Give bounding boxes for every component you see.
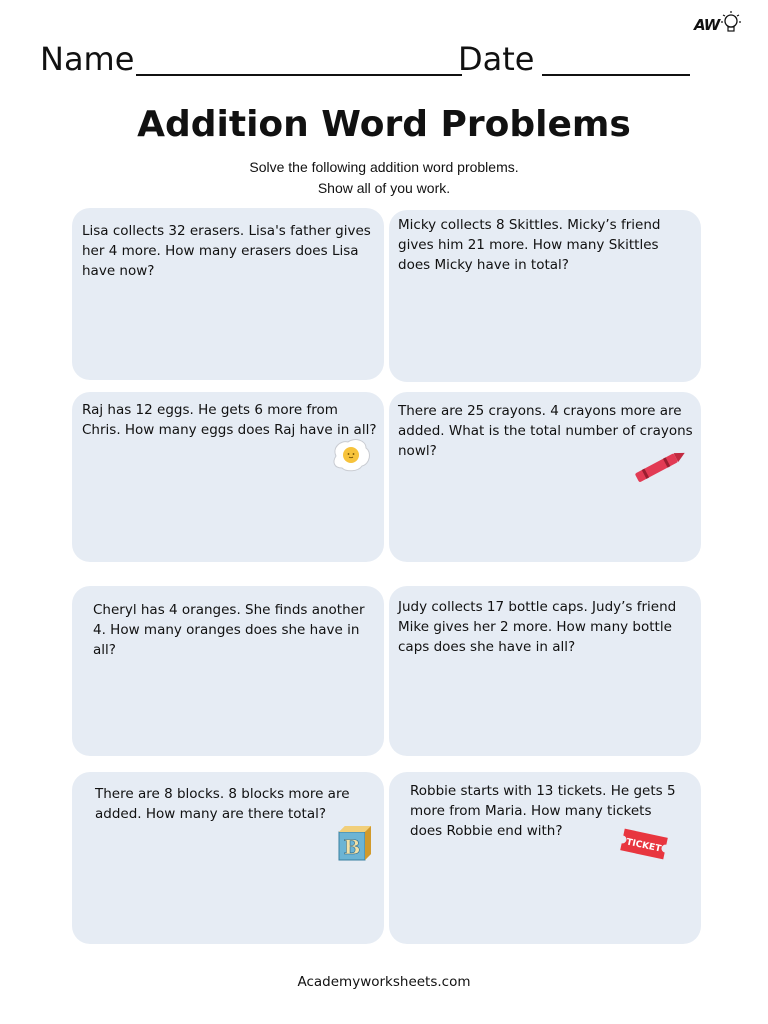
problem-card-6[interactable] <box>389 586 701 756</box>
page-title: Addition Word Problems <box>137 104 631 145</box>
toy-block-icon <box>335 824 373 862</box>
name-label: Name <box>40 40 135 78</box>
academyworksheets-logo <box>694 10 744 40</box>
problem-text-7: There are 8 blocks. 8 blocks more are added. How many are there total? <box>95 786 350 822</box>
problem-card-1[interactable] <box>72 208 384 380</box>
lightbulb-icon <box>720 10 742 36</box>
problem-text-2: Micky collects 8 Skittles. Micky’s friend gives him 21 more. How many Skittles does Micky have in total? <box>398 217 661 273</box>
date-label: Date <box>458 40 535 78</box>
ticket-icon <box>618 824 670 864</box>
problem-card-2[interactable] <box>389 210 701 382</box>
problem-card-5[interactable] <box>72 586 384 756</box>
problem-text-3: Raj has 12 eggs. He gets 6 more from Chris. How many eggs does Raj have in all? <box>82 402 377 438</box>
problem-text-8: Robbie starts with 13 tickets. He gets 5 more from Maria. How many tickets does Robbie end with? <box>410 783 676 839</box>
crayon-icon <box>628 444 692 488</box>
problem-text-4: There are 25 crayons. 4 crayons more are added. What is the total number of crayons nowl? <box>398 403 693 459</box>
instructions-line-1: Solve the following addition word problems. <box>249 159 519 175</box>
problem-text-5: Cheryl has 4 oranges. She finds another 4. How many oranges does she have in all? <box>93 602 365 658</box>
footer-website: Academyworksheets.com <box>297 974 471 990</box>
fried-egg-icon <box>330 436 372 474</box>
date-field[interactable] <box>542 74 690 76</box>
name-field[interactable] <box>136 74 462 76</box>
logo-text: AW <box>694 16 720 34</box>
ticket-label: TICKET <box>625 837 662 855</box>
block-letter: B <box>343 835 361 859</box>
instructions-line-2: Show all of you work. <box>317 180 451 196</box>
problem-text-1: Lisa collects 32 erasers. Lisa's father gives her 4 more. How many erasers does Lisa have now? <box>82 223 371 279</box>
problem-card-3[interactable] <box>72 392 384 562</box>
problem-text-6: Judy collects 17 bottle caps. Judy’s friend Mike gives her 2 more. How many bottle caps does she have in all? <box>398 599 677 655</box>
